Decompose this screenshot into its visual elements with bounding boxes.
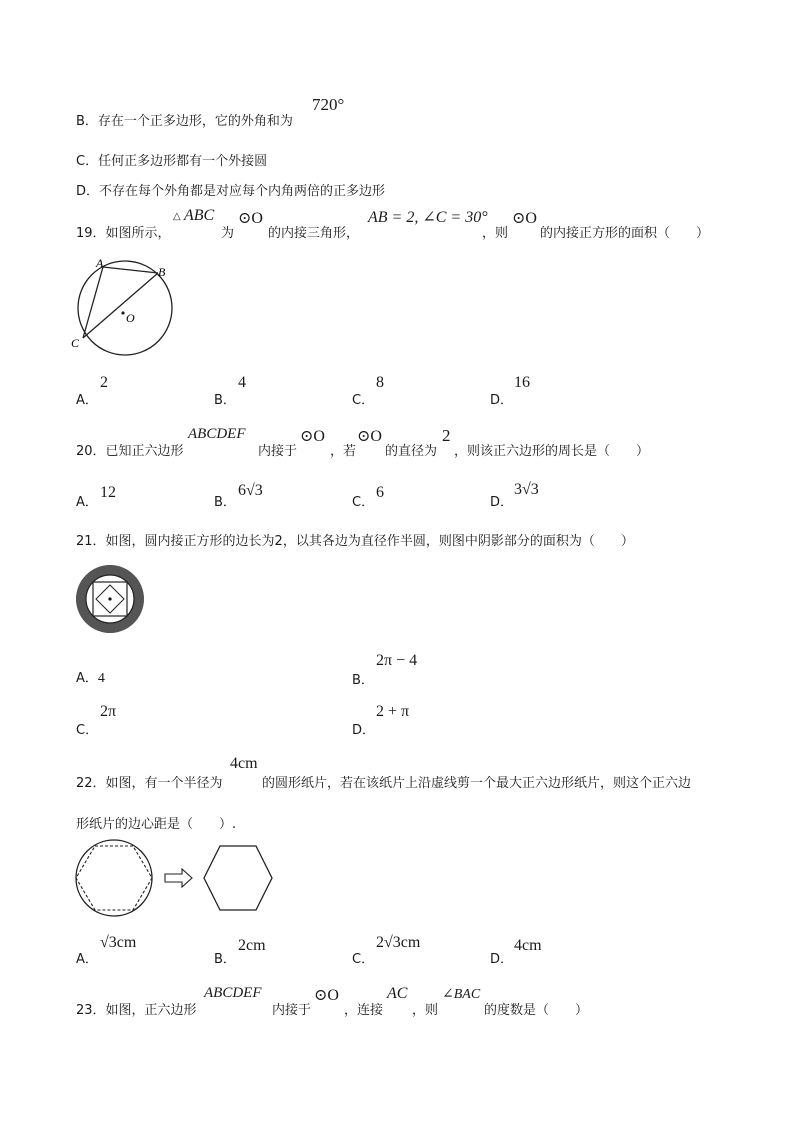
q19-option-b-value: 4 xyxy=(238,374,246,391)
q19-option-c-value: 8 xyxy=(376,374,384,391)
q18-option-c: C．任何正多边形都有一个外接圆 xyxy=(76,154,268,169)
q23-circle-o: ⊙O xyxy=(314,987,339,1004)
q20-option-a-label: A． xyxy=(76,495,98,510)
q22-stem-line2: 形纸片的边心距是（ ）. xyxy=(76,817,237,832)
q21-center-dot xyxy=(108,597,111,600)
q21-option-c-label: C． xyxy=(76,723,99,738)
q19-stem-2: 的内接三角形， xyxy=(268,226,360,241)
q22-option-a-label: A． xyxy=(76,952,98,967)
q22-option-a-value: √3cm xyxy=(100,934,137,951)
q23-stem-5: 的度数是（ ） xyxy=(484,1003,589,1018)
q22-option-b-label: B． xyxy=(214,952,236,967)
q20-hexagon-name: ABCDEF xyxy=(188,426,246,442)
q19-label-o: O xyxy=(126,311,135,325)
q19-center-dot xyxy=(121,311,124,314)
q19-wei: 为 xyxy=(221,226,235,241)
q19-option-a-label: A． xyxy=(76,393,98,408)
q18-b-label: B． xyxy=(76,114,98,129)
q21-option-b-label: B． xyxy=(352,673,374,688)
q19-figure xyxy=(70,255,180,365)
q21-option-a-value: 4 xyxy=(97,671,105,686)
q20-stem-5: ，则该正六边形的周长是（ ） xyxy=(454,444,650,459)
q22-stem-prefix: 22．如图，有一个半径为 xyxy=(76,776,223,791)
q22-radius: 4cm xyxy=(230,755,258,772)
q18-b-math: 720° xyxy=(312,95,345,114)
q20-option-a-value: 12 xyxy=(100,484,116,501)
q23-segment-ac: AC xyxy=(387,985,408,1002)
q20-option-c-value: 6 xyxy=(376,484,384,501)
q22-option-d-value: 4cm xyxy=(514,937,542,954)
q23-hexagon-name: ABCDEF xyxy=(204,985,262,1001)
q20-stem-3: ，若 xyxy=(330,444,357,459)
q19-stem-4: 的内接正方形的面积（ ） xyxy=(540,226,710,241)
q19-circle-o-2: ⊙O xyxy=(512,210,537,227)
q22-option-c-value: 2√3cm xyxy=(376,934,421,951)
q20-stem-prefix: 20．已知正六边形 xyxy=(76,444,184,459)
q19-circle-o: ⊙O xyxy=(238,210,263,227)
q19-option-a-value: 2 xyxy=(100,374,108,391)
q19-label-c: C xyxy=(71,336,80,350)
q21-option-a xyxy=(76,667,105,687)
q23-stem-3: ，连接 xyxy=(344,1003,384,1018)
arrow-right-icon xyxy=(165,869,192,887)
q22-dashed-hexagon xyxy=(76,846,152,910)
q19-abc: ABC xyxy=(184,207,215,224)
q20-circle-o: ⊙O xyxy=(300,428,325,445)
q22-paper-circle xyxy=(76,840,152,916)
q20-stem-2: 内接于 xyxy=(258,444,298,459)
q23-stem-4: ，则 xyxy=(412,1003,439,1018)
q22-figure xyxy=(72,838,272,922)
q19-option-d-label: D． xyxy=(490,393,514,408)
q22-option-c-label: C． xyxy=(352,952,375,967)
q21-option-a-label: A． xyxy=(76,671,98,686)
q20-option-d-value: 3√3 xyxy=(514,481,539,498)
q21-option-d-value: 2 + π xyxy=(376,703,410,720)
q23-stem-2: 内接于 xyxy=(272,1003,312,1018)
q21-option-b-value: 2π − 4 xyxy=(376,652,418,669)
q19-label-a: A xyxy=(96,256,104,270)
q21-option-d-label: D． xyxy=(352,723,376,738)
q20-circle-o-2: ⊙O xyxy=(357,428,382,445)
q19-side-ac xyxy=(83,267,103,338)
q19-option-c-label: C． xyxy=(352,393,375,408)
q22-result-hexagon xyxy=(204,846,272,910)
q22-option-d-label: D． xyxy=(490,952,514,967)
q20-diameter: 2 xyxy=(442,426,451,445)
q22-stem-2: 的圆形纸片，若在该纸片上沿虚线剪一个最大正六边形纸片，则这个正六边 xyxy=(262,776,692,791)
q20-stem-4: 的直径为 xyxy=(385,444,438,459)
q19-option-b-label: B． xyxy=(214,393,236,408)
q19-condition: AB = 2, ∠C = 30° xyxy=(368,209,488,226)
q23-angle-bac: ∠BAC xyxy=(442,987,481,1002)
q19-stem-prefix: 19．如图所示， xyxy=(76,226,171,241)
q18-b-text: 存在一个正多边形，它的外角和为 xyxy=(97,114,293,129)
q21-stem: 21．如图，圆内接正方形的边长为2，以其各边为直径作半圆，则图中阴影部分的面积为（ ） xyxy=(76,534,634,549)
q21-figure xyxy=(74,563,146,635)
q22-option-b-value: 2cm xyxy=(238,937,266,954)
q20-option-b-label: B． xyxy=(214,495,236,510)
q19-stem-3: ，则 xyxy=(482,226,509,241)
q18-option-d: D．不存在每个外角都是对应每个内角两倍的正多边形 xyxy=(76,184,386,199)
q18-option-b xyxy=(76,110,293,129)
q20-option-d-label: D． xyxy=(490,495,514,510)
q23-stem-prefix: 23．如图，正六边形 xyxy=(76,1003,197,1018)
q19-triangle-symbol: △ xyxy=(173,211,181,222)
q19-side-bc xyxy=(83,273,158,338)
q19-label-b: B xyxy=(158,265,166,279)
q20-option-c-label: C． xyxy=(352,495,375,510)
q21-option-c-value: 2π xyxy=(100,703,117,720)
q19-option-d-value: 16 xyxy=(514,374,530,391)
q20-option-b-value: 6√3 xyxy=(238,482,263,499)
